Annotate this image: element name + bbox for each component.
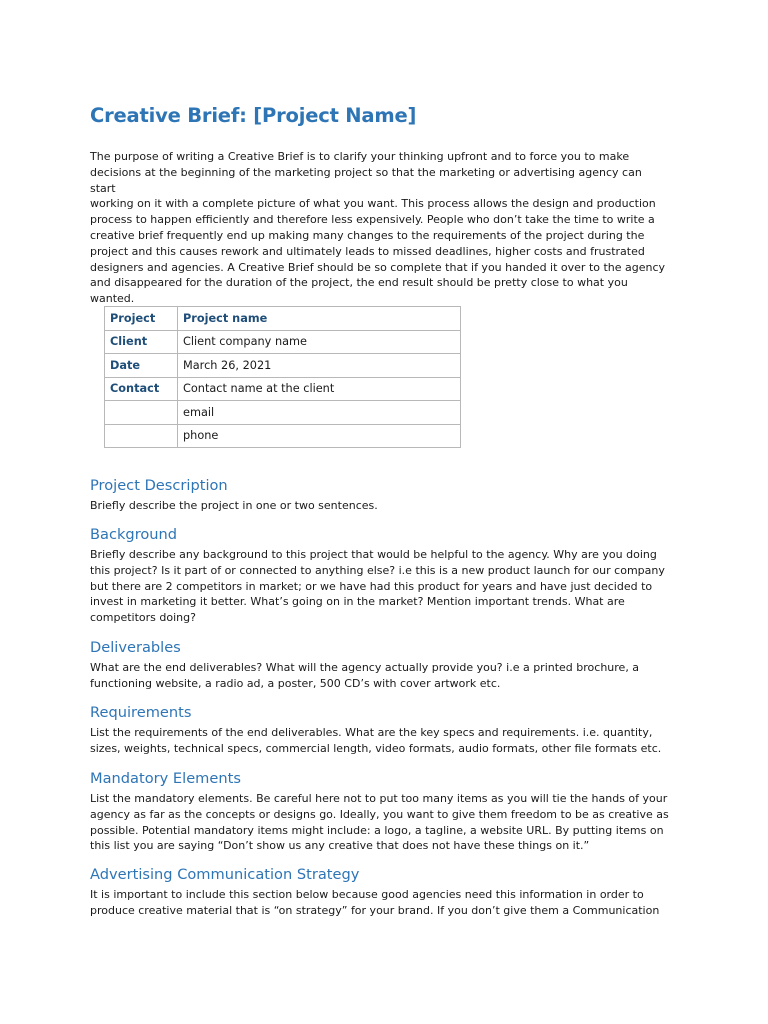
intro-line: designers and agencies. A Creative Brief should be so complete that if you handed it over to the agency: [90, 260, 666, 274]
table-value-cell: March 26, 2021: [178, 354, 461, 378]
section-deliverables: [90, 639, 680, 692]
table-value-cell: phone: [178, 424, 461, 448]
intro-line: wanted.: [90, 292, 135, 306]
section-background: [90, 526, 680, 626]
section-body: [90, 660, 670, 692]
section-line: competitors doing?: [90, 611, 196, 625]
intro-line: The purpose of writing a Creative Brief is to clarify your thinking upfront and to force you to make: [90, 150, 630, 163]
section-heading: Advertising Communication Strategy: [90, 866, 360, 883]
intro-line: and disappeared for the duration of the project, the end result should be pretty close to what you: [90, 276, 628, 290]
section-line: this list you are saying “Don’t show us any creative that does not have these things on it.”: [90, 839, 590, 853]
section-body: [90, 791, 670, 854]
section-line: Briefly describe any background to this project that would be helpful to the agency. Why are you doing: [90, 548, 657, 561]
table-key-cell: [105, 401, 178, 425]
section-body: [90, 887, 670, 919]
intro-line: process to happen efficiently and therefore less expensively. People who don’t take the time to write a: [90, 213, 655, 227]
section-line: agency as far as the concepts or designs go. Ideally, you want to give them freedom to be as creative as: [90, 807, 669, 821]
section-mandatory-elements: [90, 770, 680, 854]
table-value-cell: Client company name: [178, 330, 461, 354]
section-line: List the mandatory elements. Be careful here not to put too many items as you will tie the hands of your: [90, 792, 668, 805]
section-heading: Project Description: [90, 477, 228, 494]
section-requirements: [90, 704, 680, 757]
table-value-cell: Contact name at the client: [178, 377, 461, 401]
table-key-cell: Project: [105, 307, 178, 331]
project-info-table: [104, 306, 461, 448]
section-heading: Deliverables: [90, 639, 181, 656]
table-row: [105, 401, 461, 425]
section-line: sizes, weights, technical specs, commercial length, video formats, audio formats, other file formats etc.: [90, 741, 662, 755]
section-advertising-communication-strategy: [90, 866, 680, 919]
table-row: [105, 354, 461, 378]
intro-line: decisions at the beginning of the marketing project so that the marketing or advertising agency can start: [90, 165, 642, 195]
table-row: [105, 424, 461, 448]
table-key-cell: [105, 424, 178, 448]
intro-line: working on it with a complete picture of what you want. This process allows the design and production: [90, 197, 656, 211]
table-row: [105, 330, 461, 354]
section-line: functioning website, a radio ad, a poster, 500 CD’s with cover artwork etc.: [90, 676, 501, 690]
section-line: produce creative material that is “on strategy” for your brand. If you don’t give them a Communication: [90, 903, 660, 917]
intro-paragraph: [90, 149, 670, 307]
section-project-description: [90, 477, 680, 514]
intro-line: project and this causes rework and ultimately leads to missed deadlines, higher costs and frustrated: [90, 244, 645, 258]
table-key-cell: Date: [105, 354, 178, 378]
table-row: [105, 377, 461, 401]
section-heading: Background: [90, 526, 178, 543]
section-line: Briefly describe the project in one or two sentences.: [90, 499, 378, 512]
section-body: [90, 725, 670, 757]
table-key-cell: Contact: [105, 377, 178, 401]
section-line: this project? Is it part of or connected to anything else? i.e this is a new product launch for our company: [90, 563, 665, 577]
table-key-cell: Client: [105, 330, 178, 354]
section-body: [90, 547, 670, 626]
section-line: What are the end deliverables? What will the agency actually provide you? i.e a printed brochure, a: [90, 661, 640, 674]
table-value-cell: email: [178, 401, 461, 425]
section-heading: Requirements: [90, 704, 192, 721]
section-body: [90, 498, 670, 514]
section-line: It is important to include this section below because good agencies need this information in order to: [90, 888, 644, 901]
table-row: [105, 307, 461, 331]
document-title: Creative Brief: [Project Name]: [90, 104, 417, 127]
section-line: but there are 2 competitors in market; or we have had this product for years and have just decided to: [90, 579, 653, 593]
intro-line: creative brief frequently end up making many changes to the requirements of the project during the: [90, 228, 645, 242]
table-value-cell: Project name: [178, 307, 461, 331]
section-heading: Mandatory Elements: [90, 770, 241, 787]
section-line: List the requirements of the end deliverables. What are the key specs and requirements. i.e. quantity,: [90, 726, 653, 739]
section-line: invest in marketing it better. What’s going on in the market? Mention important trends. What are: [90, 595, 625, 609]
section-line: possible. Potential mandatory items might include: a logo, a tagline, a website URL. By putting items on: [90, 823, 664, 837]
